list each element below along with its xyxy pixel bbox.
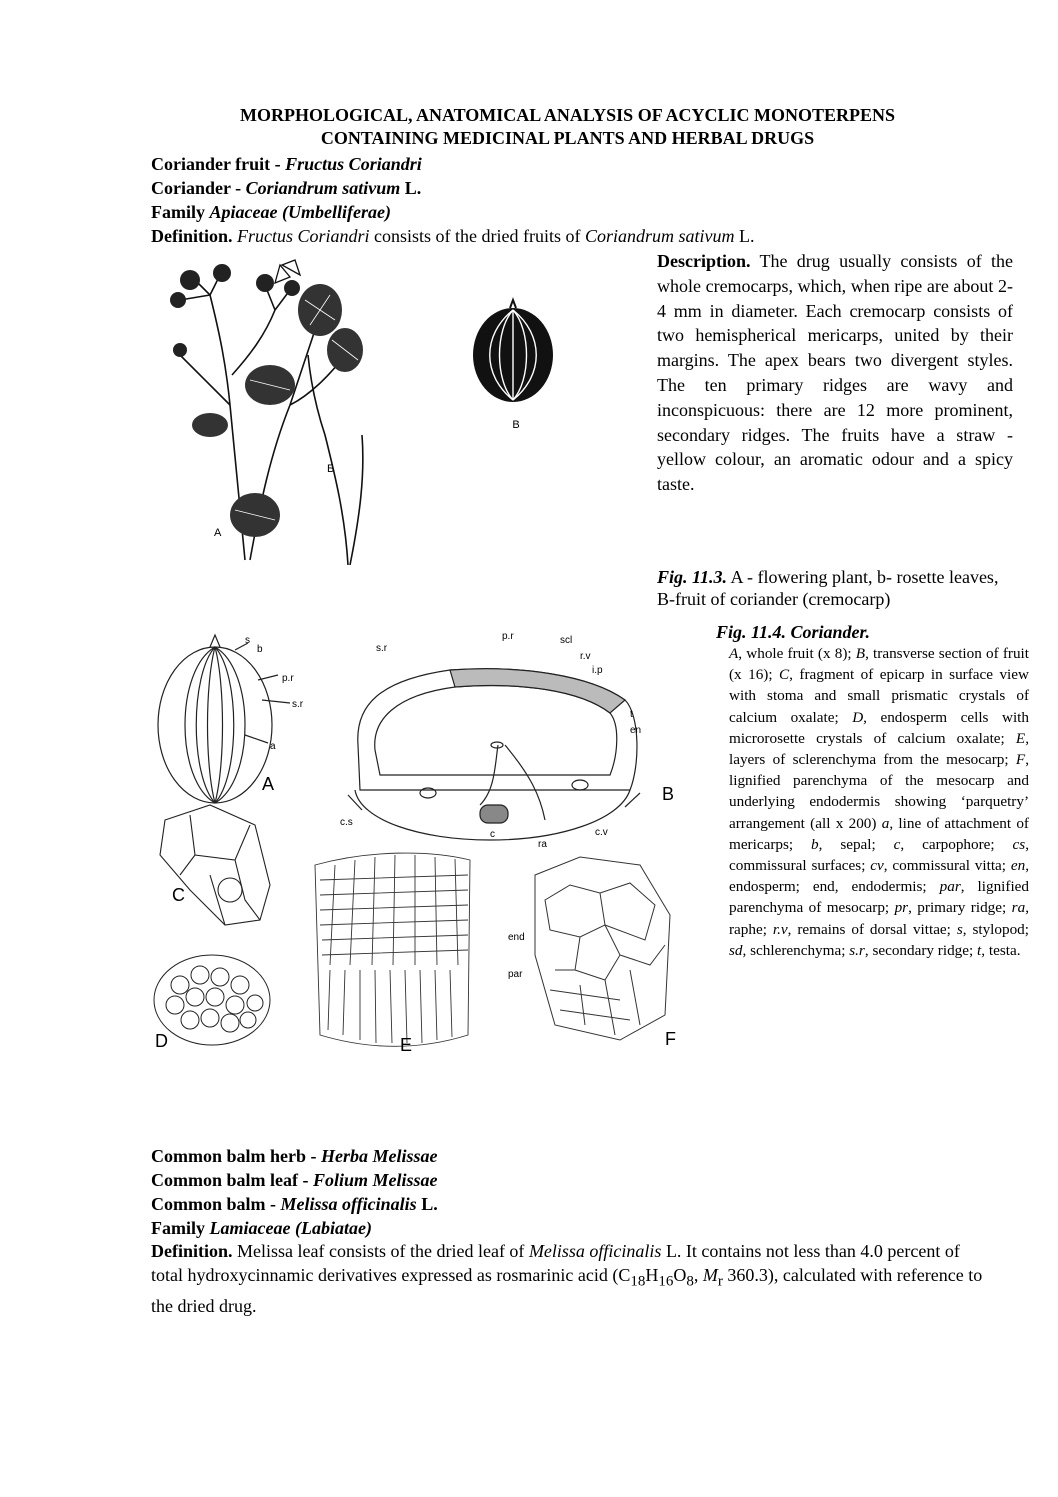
fig114-sclerenchyma [315,853,470,1046]
fig114-caption-term: t [977,941,982,959]
svg-text:i.p: i.p [592,665,603,676]
svg-text:ra: ra [538,839,547,850]
fig114-caption-text: , layers of sclerenchyma from the mesocarp; [729,729,1029,769]
svg-text:p.r: p.r [502,631,514,642]
fig114-label-E: E [400,1035,413,1055]
title-line-1: MORPHOLOGICAL, ANATOMICAL ANALYSIS OF ACYCLIC MONOTERPENS [239,105,896,125]
fig114-parenchyma [535,857,670,1040]
fig113-label-b: Б [327,463,335,475]
fig114-caption-text: , endosperm cells with microrosette crystals of calcium oxalate; [729,708,1029,747]
svg-text:s.r: s.r [376,643,388,654]
fig114-caption-term: E [1015,729,1026,747]
fig114-label-D: D [155,1031,168,1051]
coriander-plant-heading: Coriander - Coriandrum sativum L. [151,178,422,198]
fig114-caption-term: A [729,645,739,662]
svg-text:par: par [508,969,523,980]
fig114-label-F: F [665,1029,676,1049]
svg-text:r.v: r.v [580,651,591,662]
svg-text:scl: scl [560,635,573,646]
fig114-caption-text: , whole fruit (x 8); [738,645,856,662]
fig114-caption-text: , schlerenchyma; [742,941,850,959]
fig114-endosperm [154,955,270,1045]
fig114-label-B: B [662,784,675,804]
fig114-caption-term: s [956,920,963,938]
fig114-caption-text: , secondary ridge; [864,941,978,959]
svg-text:a: a [270,741,276,752]
fig114-caption-text: , commissural vitta; [883,857,1011,875]
fig114-caption-term: c [893,835,901,853]
balm-definition: Definition. Melissa leaf consists of the dried leaf of Melissa officinalis L. It contains not less than 4.0 percent of total hydroxycinnamic derivatives expressed as rosmarinic acid ($C_{18}H_{16}O_8$, $M_r$ 360.3), calculated with reference to the dried drug. [151,1241,983,1316]
fig114-caption-term: sd [729,941,743,959]
balm-plant-heading: Common balm - Melissa officinalis L. [151,1194,438,1214]
coriander-family-heading: Family Apiaceae (Umbelliferae) [151,202,391,222]
fig114-caption-text: , fragment of epicarp in surface view with stoma and small prismatic crystals of calcium oxalate; [729,666,1029,726]
fig114-caption-term: C [779,666,790,684]
fig114-caption-term: cv [870,857,884,875]
fig114-caption-text: , lignified parenchyma of mesocarp; [729,878,1029,917]
coriander-drug-heading: Coriander fruit - Fructus Coriandri [151,154,422,174]
fig114-caption [729,643,1029,961]
svg-text:b: b [257,644,263,655]
fig114-caption-term: cs [1012,835,1026,853]
svg-text:c: c [490,829,495,840]
fig114-caption-term: F [1015,751,1026,769]
svg-text:c.s: c.s [340,817,353,828]
svg-text:end: end [508,932,525,943]
fig114-label-A: A [262,774,275,794]
fig113-label-a: A [214,527,222,539]
fig114-caption-text: , lignified parenchyma of the mesocarp and underlying endodermis showing ‘parquetry’ arrangement (all x 200) [729,751,1029,832]
fig114-caption-term: r.v [772,920,788,938]
fig114-caption-text: , primary ridge; [908,899,1012,917]
fig114-illustrations [150,625,690,1065]
fig114-caption-text: , endosperm; end, endodermis; [729,857,1029,896]
fig114-caption-term: pr [894,899,909,917]
fig114-caption-text: , commissural surfaces; [729,835,1029,875]
fig114-label-C: C [172,885,185,905]
svg-text:c.v: c.v [595,827,608,838]
page-title [150,104,985,150]
balm-leaf-heading: Common balm leaf - Folium Melissae [151,1170,438,1190]
svg-text:s.r: s.r [292,699,304,710]
coriander-definition: Definition. Fructus Coriandri consists of the dried fruits of Coriandrum sativum L. [151,226,755,246]
fig114-caption-term: b [811,835,819,853]
fig114-caption-text: , testa. [981,941,1021,959]
coriander-description: Description. The drug usually consists of the whole cremocarps, which, when ripe are about 2-4 mm in diameter. Each cremocarp consists of two hemispherical mericarps, united by their margins. The apex bears two divergent styles. The ten primary ridges are wavy and inconspicuous: there are 12 more prominent, secondary ridges. The fruits have a straw - yellow colour, an aromatic odour and a spicy taste. [657,251,1013,495]
fig114-caption-text: , raphe; [729,899,1029,938]
fig114-caption-text: , sepal; [818,835,894,853]
fig114-caption-text: , remains of dorsal vittae; [787,920,957,938]
fig113-caption: Fig. 11.3. A - flowering plant, b- rosette leaves, B-fruit of coriander (cremocarp) [657,567,999,609]
title-line-2: CONTAINING MEDICINAL PLANTS AND HERBAL DRUGS [320,128,815,148]
svg-text:en: en [630,725,642,736]
balm-family-heading: Family Lamiaceae (Labiatae) [151,1218,372,1238]
fig114-caption-text: , transverse section of fruit (x 16); [729,645,1029,684]
fig114-title: Fig. 11.4. Coriander. [716,622,871,642]
fig114-caption-term: D [852,708,864,726]
coriander-fruit-illustration [470,300,560,440]
fig114-caption-term: B [855,645,866,662]
fig114-caption-term: en [1010,857,1026,875]
fig114-caption-term: ra [1011,899,1026,917]
fig114-caption-text: , stylopod; [962,920,1029,938]
svg-text:p.r: p.r [282,673,294,684]
svg-text:s: s [245,635,250,646]
fig114-epicarp [160,805,270,925]
svg-text:t: t [630,709,633,720]
fig114-caption-term: a [881,814,890,832]
fig114-caption-term: par [939,878,961,896]
balm-herb-heading: Common balm herb - Herba Melissae [151,1146,438,1166]
fig113-label-c: B [512,419,520,431]
fig114-caption-text: , carpophore; [900,835,1013,853]
coriander-plant-illustration [150,255,380,575]
fig114-caption-term: s.r [849,941,865,959]
fig114-caption-text: , line of attachment of mericarps; [729,814,1029,853]
fig114-transverse-section [348,669,640,840]
